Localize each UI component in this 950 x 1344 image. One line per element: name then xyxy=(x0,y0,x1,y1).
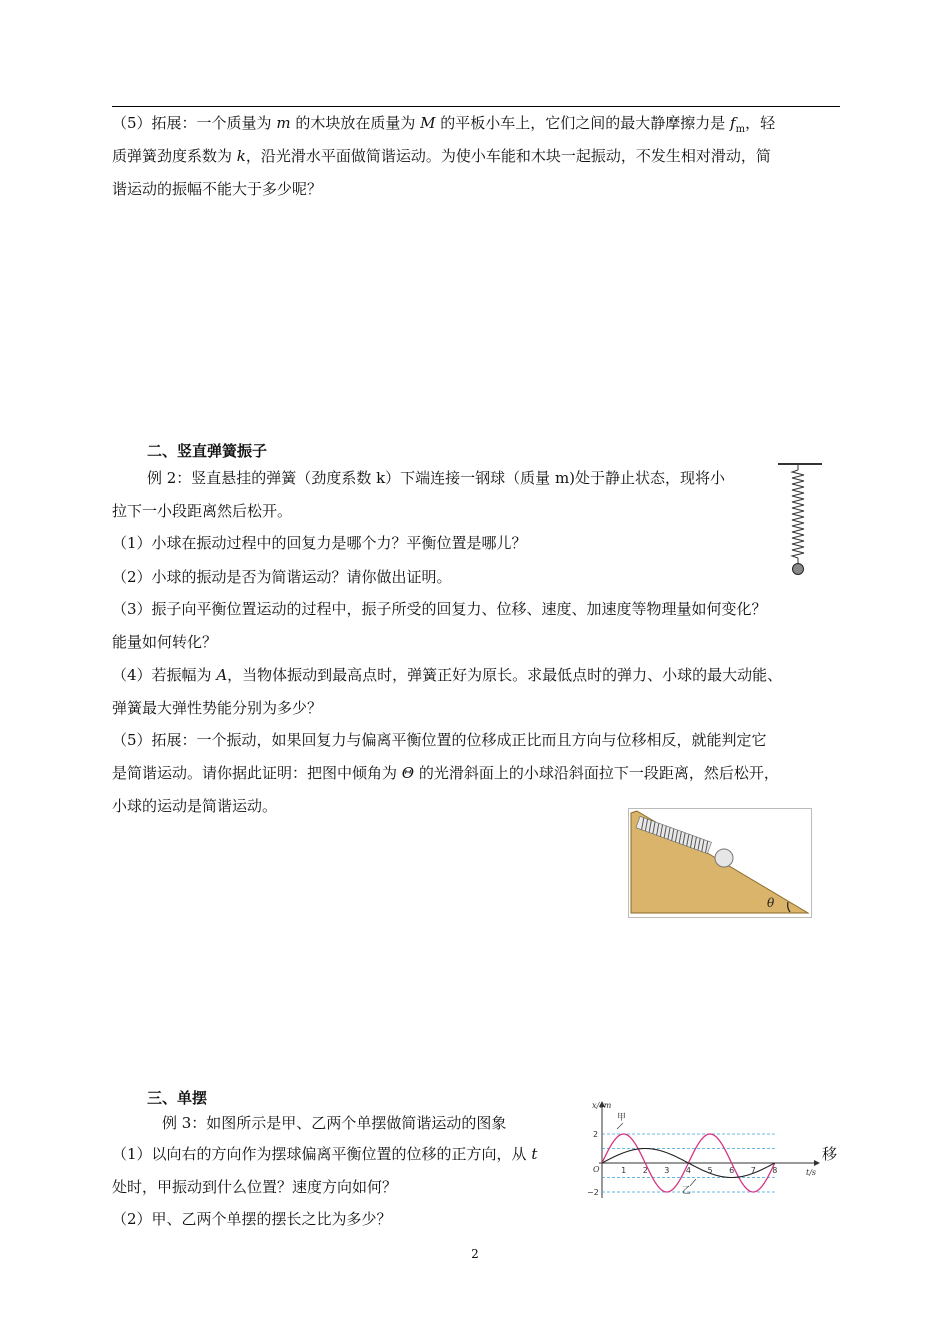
vertical-spring-figure xyxy=(770,458,828,580)
example3-line: 例 3：如图所示是甲、乙两个单摆做简谐运动的图象 xyxy=(162,1114,507,1132)
y-tick-label: 2 xyxy=(593,1130,599,1139)
s2-q5-line2: 是简谐运动。请你据此证明：把图中倾角为 Θ 的光滑斜面上的小球沿斜面拉下一段距离，然后松开， xyxy=(112,764,779,782)
origin-label: O xyxy=(593,1165,600,1174)
x-tick-label: 1 xyxy=(621,1166,627,1175)
s3-q1-line1-end: 移 xyxy=(822,1145,838,1163)
x-tick-label: 4 xyxy=(685,1166,691,1175)
s3-q1-line1: （1）以向右的方向作为摆球偏离平衡位置的位移的正方向，从 t xyxy=(112,1145,538,1163)
s2-q2: （2）小球的振动是否为简谐运动？请你做出证明。 xyxy=(112,568,452,586)
s2-q4-line1: （4）若振幅为 A，当物体振动到最高点时，弹簧正好为原长。求最低点时的弹力、小球的最大动能、 xyxy=(112,666,783,684)
incline-spring-figure xyxy=(628,808,812,918)
page-number: 2 xyxy=(471,1247,479,1261)
s3-q2: （2）甲、乙两个单摆的摆长之比为多少？ xyxy=(112,1210,392,1228)
series-label-jia: 甲 xyxy=(617,1113,627,1123)
s1-line1: （5）拓展：一个质量为 m 的木块放在质量为 M 的平板小车上，它们之间的最大静摩擦力是 $f_m$，轻 xyxy=(112,114,776,135)
x-tick-label: 8 xyxy=(772,1166,778,1175)
xt-graph xyxy=(582,1098,822,1208)
incline-theta-label: θ xyxy=(767,896,775,910)
header-rule xyxy=(112,106,840,107)
series-label-yi: 乙 xyxy=(682,1186,692,1196)
s1-line2: 质弹簧劲度系数为 k，沿光滑水平面做简谐运动。为使小车能和木块一起振动，不发生相对滑动，简 xyxy=(112,147,771,165)
s2-q1: （1）小球在振动过程中的回复力是哪个力？平衡位置是哪儿？ xyxy=(112,534,527,552)
x-tick-label: 7 xyxy=(750,1166,756,1175)
s2-q3-line2: 能量如何转化？ xyxy=(112,633,218,651)
section2-heading: 二、竖直弹簧振子 xyxy=(147,442,268,460)
s2-q3-line1: （3）振子向平衡位置运动的过程中，振子所受的回复力、位移、速度、加速度等物理量如何变化？ xyxy=(112,600,767,618)
s2-q5-line3: 小球的运动是简谐运动。 xyxy=(112,797,278,815)
x-axis-label: t/s xyxy=(806,1168,817,1177)
s3-q1-line2: 处时，甲振动到什么位置？速度方向如何？ xyxy=(112,1178,398,1196)
x-tick-label: 2 xyxy=(642,1166,648,1175)
s2-q4-line2: 弹簧最大弹性势能分别为多少？ xyxy=(112,699,323,717)
s1-line3: 谐运动的振幅不能大于多少呢？ xyxy=(112,180,323,198)
y-axis-label: x/cm xyxy=(592,1101,612,1110)
x-tick-label: 6 xyxy=(729,1166,735,1175)
example2-line2: 拉下一小段距离然后松开。 xyxy=(112,502,293,520)
x-tick-label: 5 xyxy=(707,1166,713,1175)
example2-line1: 例 2：竖直悬挂的弹簧（劲度系数 k）下端连接一钢球（质量 m)处于静止状态，现将小 xyxy=(147,469,726,487)
x-tick-label: 3 xyxy=(664,1166,670,1175)
section3-heading: 三、单摆 xyxy=(147,1089,208,1107)
y-tick-label: −2 xyxy=(587,1188,599,1197)
s2-q5-line1: （5）拓展：一个振动，如果回复力与偏离平衡位置的位移成正比而且方向与位移相反，就能判定它 xyxy=(112,731,767,749)
